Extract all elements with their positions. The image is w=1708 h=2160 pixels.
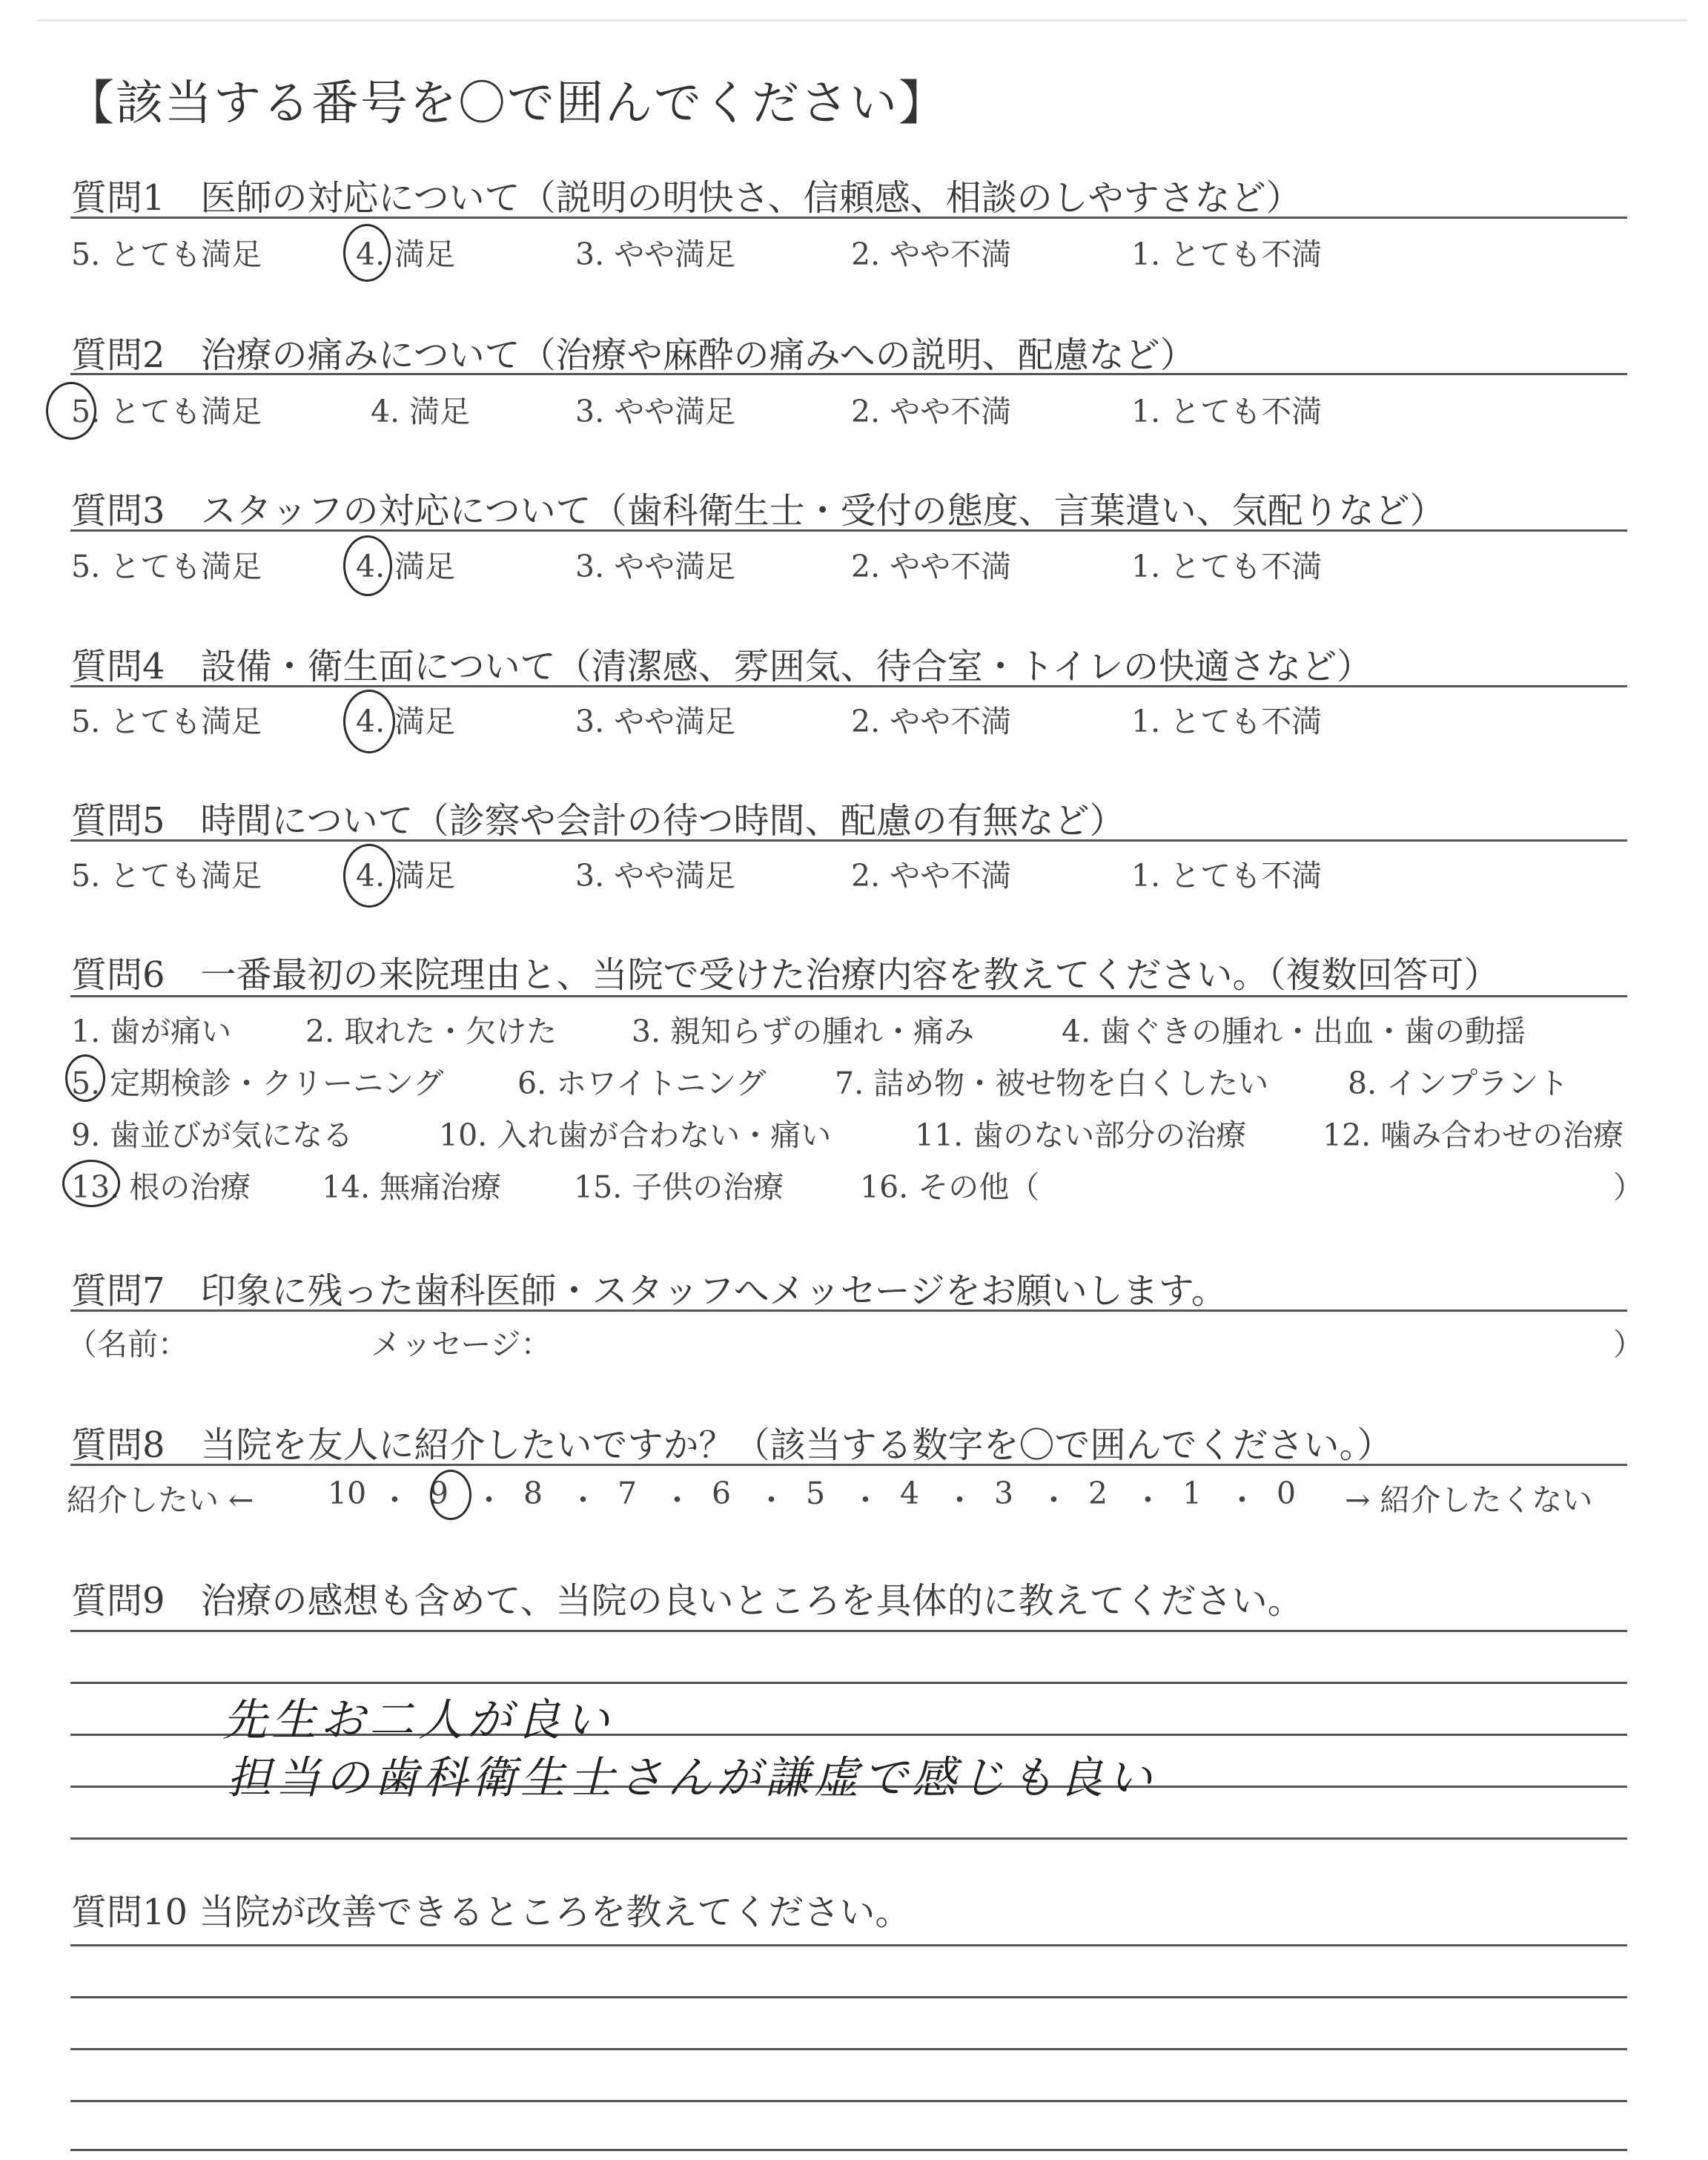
q8-scale-value-6[interactable]: 6 — [712, 1476, 732, 1511]
q6-item-14[interactable]: 14. 無痛治療 — [322, 1169, 502, 1205]
question-7-heading: 質問7 印象に残った歯科医師・スタッフへメッセージをお願いします。 — [71, 1270, 1227, 1312]
question-1-rule — [70, 217, 1627, 219]
q5-option-5[interactable]: 5. とても満足 — [71, 858, 262, 894]
q8-right-label: → 紹介したくない — [1345, 1482, 1593, 1518]
q9-line-5 — [70, 1837, 1627, 1840]
q4-option-3[interactable]: 3. やや満足 — [575, 704, 736, 739]
q6-item-8[interactable]: 8. インプラント — [1348, 1066, 1569, 1101]
q1-selection-circle — [343, 224, 391, 282]
q1-option-2[interactable]: 2. やや不満 — [851, 237, 1012, 272]
question-9-heading: 質問9 治療の感想も含めて、当院の良いところを具体的に教えてください。 — [71, 1580, 1303, 1622]
question-7-rule — [70, 1309, 1627, 1312]
q8-scale-separator: ・ — [1227, 1482, 1257, 1518]
question-3-rule — [70, 529, 1627, 532]
page-title: 【該当する番号を〇で囲んでください】 — [67, 76, 947, 131]
question-2-heading: 質問2 治療の痛みについて（治療や麻酔の痛みへの説明、配慮など） — [71, 334, 1196, 376]
q6-item-13[interactable]: 13. 根の治療 — [71, 1169, 251, 1205]
q3-option-4[interactable]: 4. 満足 — [356, 549, 456, 584]
q6-item-5[interactable]: 5. 定期検診・クリーニング — [71, 1066, 444, 1101]
q2-selection-circle — [46, 382, 96, 440]
q10-line-1 — [70, 1944, 1627, 1946]
q5-selection-circle — [343, 844, 395, 908]
q5-option-4[interactable]: 4. 満足 — [356, 858, 456, 894]
q8-scale-value-1[interactable]: 1 — [1182, 1476, 1202, 1511]
question-2-rule — [70, 373, 1627, 375]
question-5-rule — [70, 839, 1627, 842]
q2-option-1[interactable]: 1. とても不満 — [1131, 394, 1323, 429]
q4-option-4[interactable]: 4. 満足 — [356, 704, 456, 739]
q8-scale-separator: ・ — [850, 1482, 881, 1518]
question-4-rule — [70, 685, 1627, 687]
q10-line-3 — [70, 2048, 1627, 2050]
question-5-heading: 質問5 時間について（診察や会計の待つ時間、配慮の有無など） — [71, 800, 1125, 842]
q3-option-5[interactable]: 5. とても満足 — [71, 549, 262, 584]
question-6-heading: 質問6 一番最初の来院理由と、当院で受けた治療内容を教えてください。（複数回答可） — [71, 954, 1500, 996]
q8-scale-separator: ・ — [944, 1482, 975, 1518]
q5-option-2[interactable]: 2. やや不満 — [851, 858, 1012, 894]
top-border — [37, 19, 1687, 22]
q6-item-1[interactable]: 1. 歯が痛い — [71, 1014, 232, 1049]
q1-option-5[interactable]: 5. とても満足 — [71, 237, 262, 272]
q6-item-6[interactable]: 6. ホワイトニング — [517, 1066, 767, 1101]
q4-option-1[interactable]: 1. とても不満 — [1131, 704, 1323, 739]
q8-scale-value-0[interactable]: 0 — [1277, 1476, 1297, 1511]
q8-scale-separator: ・ — [1039, 1482, 1069, 1518]
q2-option-3[interactable]: 3. やや満足 — [575, 394, 736, 429]
q10-line-4 — [70, 2100, 1627, 2102]
q3-option-3[interactable]: 3. やや満足 — [575, 549, 736, 584]
question-10-heading: 質問10 当院が改善できるところを教えてください。 — [71, 1892, 911, 1933]
question-4-heading: 質問4 設備・衛生面について（清潔感、雰囲気、待合室・トイレの快適さなど） — [71, 646, 1373, 687]
q6-item-3[interactable]: 3. 親知らずの腫れ・痛み — [632, 1014, 975, 1049]
q1-option-4[interactable]: 4. 満足 — [356, 237, 456, 272]
q1-option-3[interactable]: 3. やや満足 — [575, 237, 736, 272]
q8-scale-separator: ・ — [474, 1482, 504, 1518]
q9-line-1 — [70, 1630, 1627, 1632]
q6-item-4[interactable]: 4. 歯ぐきの腫れ・出血・歯の動揺 — [1062, 1014, 1526, 1049]
q4-option-5[interactable]: 5. とても満足 — [71, 704, 262, 739]
q8-scale-separator: ・ — [568, 1482, 598, 1518]
q9-line-2 — [70, 1682, 1627, 1684]
q7-message-label: メッセージ： — [371, 1327, 552, 1362]
q2-option-2[interactable]: 2. やや不満 — [851, 394, 1012, 429]
q7-close-paren: ） — [1613, 1327, 1644, 1362]
question-1-heading: 質問1 医師の対応について（説明の明快さ、信頼感、相談のしやすさなど） — [71, 177, 1302, 219]
q3-option-2[interactable]: 2. やや不満 — [851, 549, 1012, 584]
q8-scale-value-4[interactable]: 4 — [900, 1476, 920, 1511]
q2-option-4[interactable]: 4. 満足 — [371, 394, 471, 429]
q5-option-3[interactable]: 3. やや満足 — [575, 858, 736, 894]
q3-option-1[interactable]: 1. とても不満 — [1131, 549, 1323, 584]
q6-item-13-circle — [62, 1160, 120, 1207]
q6-item-9[interactable]: 9. 歯並びが気になる — [71, 1117, 354, 1153]
q6-item-16[interactable]: 16. その他（ — [860, 1169, 1040, 1205]
q8-scale-value-2[interactable]: 2 — [1088, 1476, 1108, 1511]
q8-scale-value-9[interactable]: 9 — [429, 1476, 449, 1511]
q9-handwritten-answer-2: 担当の歯科衛生士さんが謙虚で感じも良い — [227, 1752, 1156, 1804]
question-8-rule — [70, 1464, 1627, 1466]
q6-item-10[interactable]: 10. 入れ歯が合わない・痛い — [439, 1117, 832, 1153]
question-8-heading: 質問8 当院を友人に紹介したいですか？（該当する数字を〇で囲んでください。） — [71, 1424, 1393, 1466]
q8-scale-separator: ・ — [756, 1482, 787, 1518]
q8-scale-value-3[interactable]: 3 — [994, 1476, 1014, 1511]
q6-item-12[interactable]: 12. 噛み合わせの治療 — [1323, 1117, 1624, 1153]
q4-option-2[interactable]: 2. やや不満 — [851, 704, 1012, 739]
q8-scale-value-7[interactable]: 7 — [618, 1476, 638, 1511]
q8-scale-value-5[interactable]: 5 — [806, 1476, 826, 1511]
q5-option-1[interactable]: 1. とても不満 — [1131, 858, 1323, 894]
q8-scale-value-8[interactable]: 8 — [523, 1476, 543, 1511]
q10-line-5 — [70, 2149, 1627, 2151]
q8-scale-separator: ・ — [662, 1482, 692, 1518]
q6-close-paren: ） — [1613, 1169, 1644, 1205]
q1-option-1[interactable]: 1. とても不満 — [1131, 237, 1323, 272]
q6-item-5-circle — [65, 1054, 105, 1102]
question-6-rule — [70, 995, 1627, 997]
q2-option-5[interactable]: 5. とても満足 — [71, 394, 262, 429]
q6-item-15[interactable]: 15. 子供の治療 — [574, 1169, 784, 1205]
q6-item-11[interactable]: 11. 歯のない部分の治療 — [915, 1117, 1247, 1153]
question-3-heading: 質問3 スタッフの対応について（歯科衛生士・受付の態度、言葉遣い、気配りなど） — [71, 490, 1446, 532]
q6-item-7[interactable]: 7. 詰め物・被せ物を白くしたい — [835, 1066, 1269, 1101]
q9-handwritten-answer-1: 先生お二人が良い — [222, 1694, 614, 1746]
q8-selection-circle — [430, 1470, 471, 1520]
q8-scale-separator: ・ — [1133, 1482, 1163, 1518]
q4-selection-circle — [343, 690, 395, 753]
q10-line-2 — [70, 1996, 1627, 1998]
q8-scale-value-10[interactable]: 10 — [328, 1476, 367, 1511]
q8-scale-separator: ・ — [380, 1482, 410, 1518]
q3-selection-circle — [343, 535, 392, 596]
q6-item-2[interactable]: 2. 取れた・欠けた — [305, 1014, 557, 1049]
q7-name-label: （名前： — [67, 1327, 188, 1362]
q8-left-label: 紹介したい ← — [67, 1482, 254, 1518]
